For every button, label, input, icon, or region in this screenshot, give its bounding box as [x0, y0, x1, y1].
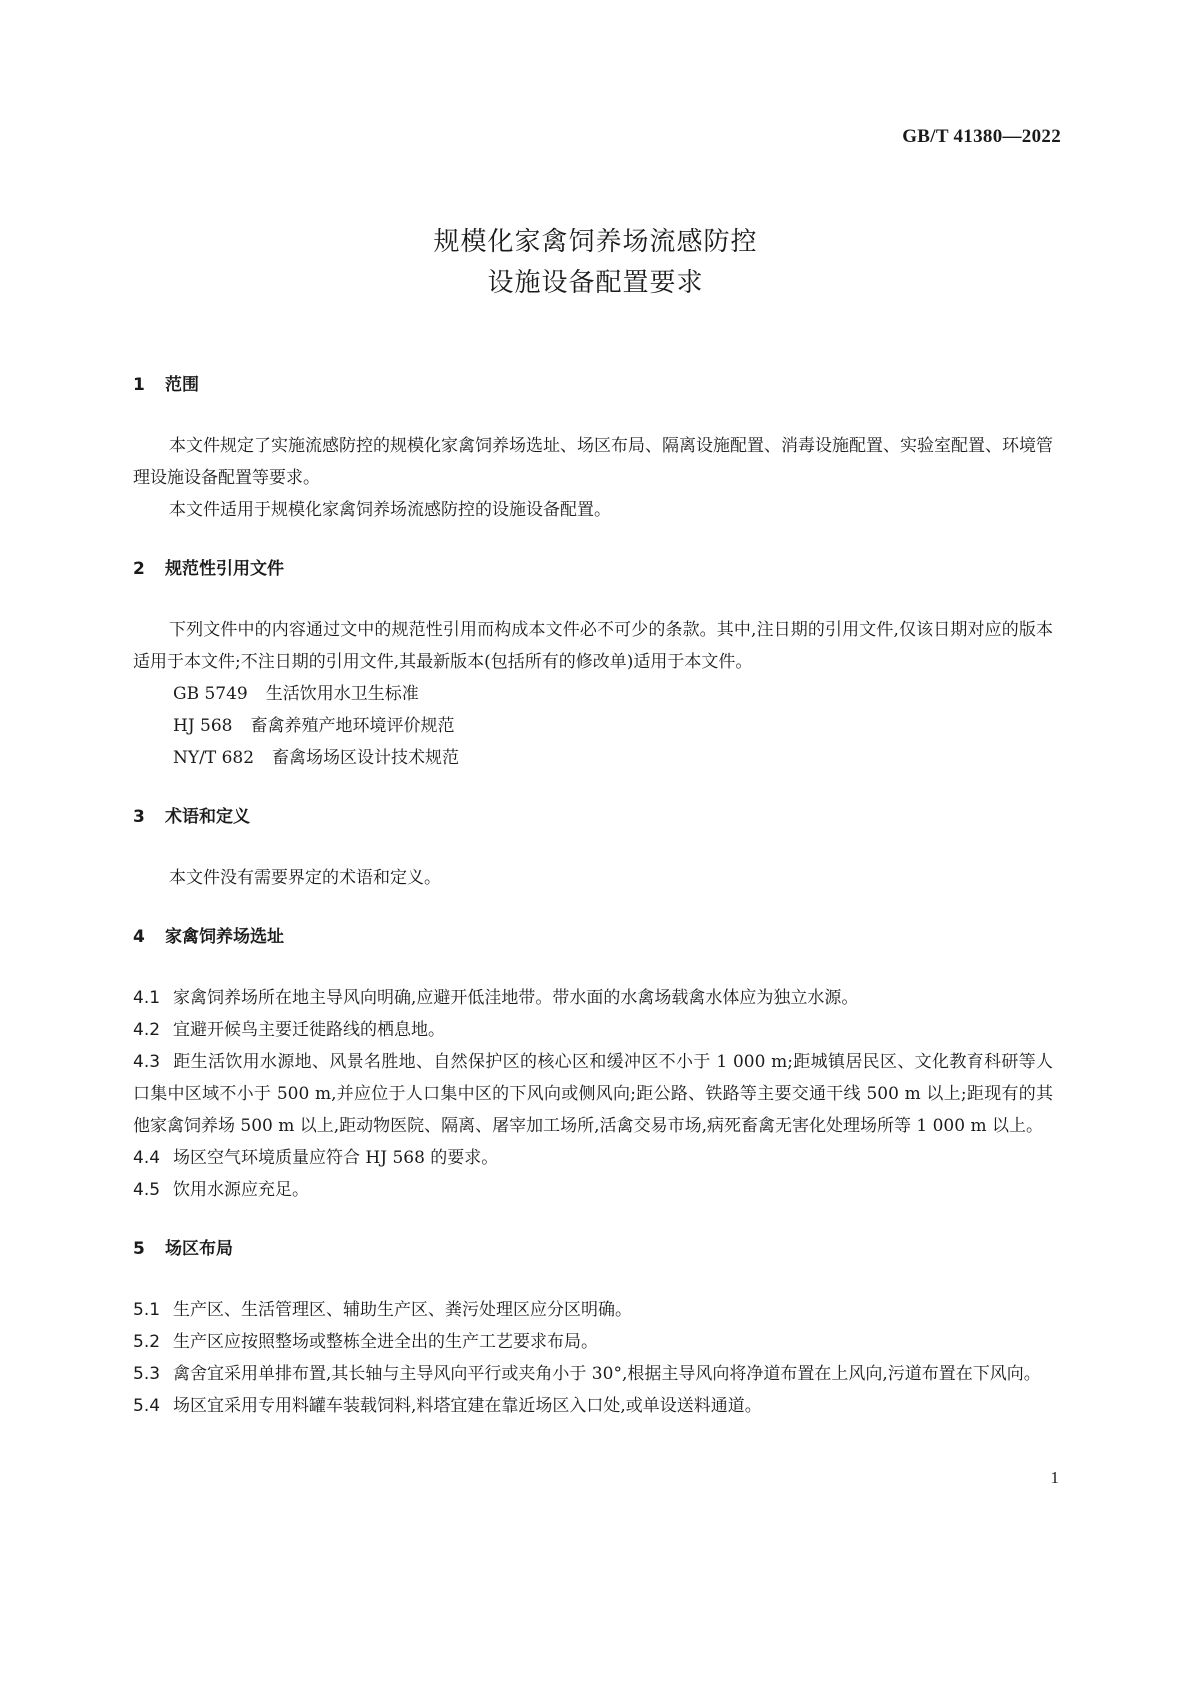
reference-title: 生活饮用水卫生标准 — [265, 684, 419, 704]
reference-item — [133, 742, 1053, 774]
clause-number: 4.2 — [133, 1020, 161, 1040]
reference-code: HJ 568 — [173, 716, 233, 736]
reference-item — [133, 710, 1053, 742]
section-2-heading — [133, 552, 1053, 586]
clause-number: 4.4 — [133, 1148, 161, 1168]
clause-text: 场区宜采用专用料罐车装载饲料,料塔宜建在靠近场区入口处,或单设送料通道。 — [173, 1396, 762, 1416]
section-number: 2 — [133, 559, 145, 579]
clause-number: 5.1 — [133, 1300, 161, 1320]
page-number: 1 — [1050, 1468, 1059, 1487]
clause — [133, 1142, 1053, 1174]
reference-title: 畜禽场场区设计技术规范 — [272, 748, 460, 768]
section-number: 4 — [133, 927, 145, 947]
clause — [133, 1390, 1053, 1422]
section-number: 3 — [133, 807, 145, 827]
section-1-paragraph-2: 本文件适用于规模化家禽饲养场流感防控的设施设备配置。 — [169, 500, 611, 520]
section-title: 规范性引用文件 — [165, 559, 284, 579]
reference-code: GB 5749 — [173, 684, 248, 704]
clause-number: 4.3 — [133, 1052, 161, 1072]
clause — [133, 1174, 1053, 1206]
clause — [133, 1014, 1053, 1046]
section-4-heading — [133, 920, 1053, 954]
section-number: 1 — [133, 375, 145, 395]
clause-number: 5.4 — [133, 1396, 161, 1416]
clause-text: 距生活饮用水源地、风景名胜地、自然保护区的核心区和缓冲区不小于 1 000 m;距城镇居民区、文化教育科研等人口集中区域不小于 500 m,并应位于人口集中区的下风向或侧风向;距公路、铁路等主要交通干线 500 m 以上;距现有的其他家禽饲养场 500 m 以上,距动物医院、隔离、屠宰加工场所,活禽交易市场,病死畜禽无害化处理场所等 1 000 m 以上。 — [133, 1052, 1053, 1136]
document-title — [0, 222, 1191, 304]
section-title: 场区布局 — [165, 1239, 233, 1259]
reference-title: 畜禽养殖产地环境评价规范 — [250, 716, 455, 736]
clause — [133, 1046, 1053, 1142]
section-3-paragraph-1: 本文件没有需要界定的术语和定义。 — [169, 868, 441, 888]
clause — [133, 1294, 1053, 1326]
clause-number: 4.5 — [133, 1180, 161, 1200]
clause-text: 生产区、生活管理区、辅助生产区、粪污处理区应分区明确。 — [173, 1300, 632, 1320]
title-line-1: 规模化家禽饲养场流感防控 — [433, 227, 758, 257]
section-2-paragraph-1: 下列文件中的内容通过文中的规范性引用而构成本文件必不可少的条款。其中,注日期的引用文件,仅该日期对应的版本适用于本文件;不注日期的引用文件,其最新版本(包括所有的修改单)适用于本文件。 — [133, 620, 1053, 672]
reference-item — [133, 678, 1053, 710]
section-title: 术语和定义 — [165, 807, 250, 827]
reference-code: NY/T 682 — [173, 748, 255, 768]
section-1-heading — [133, 368, 1053, 402]
clause — [133, 1326, 1053, 1358]
section-title: 家禽饲养场选址 — [165, 927, 284, 947]
standard-code: GB/T 41380—2022 — [902, 126, 1061, 147]
section-1-paragraph-1: 本文件规定了实施流感防控的规模化家禽饲养场选址、场区布局、隔离设施配置、消毒设施配置、实验室配置、环境管理设施设备配置等要求。 — [133, 436, 1053, 488]
section-3-heading — [133, 800, 1053, 834]
clause-text: 宜避开候鸟主要迁徙路线的栖息地。 — [173, 1020, 445, 1040]
clause-number: 4.1 — [133, 988, 161, 1008]
clause — [133, 982, 1053, 1014]
section-5-heading — [133, 1232, 1053, 1266]
clause — [133, 1358, 1053, 1390]
clause-text: 家禽饲养场所在地主导风向明确,应避开低洼地带。带水面的水禽场载禽水体应为独立水源。 — [173, 988, 859, 1008]
title-line-2: 设施设备配置要求 — [487, 268, 704, 298]
clause-number: 5.2 — [133, 1332, 161, 1352]
clause-text: 生产区应按照整场或整栋全进全出的生产工艺要求布局。 — [173, 1332, 598, 1352]
clause-text: 饮用水源应充足。 — [173, 1180, 309, 1200]
clause-text: 场区空气环境质量应符合 HJ 568 的要求。 — [173, 1148, 499, 1168]
document-body — [133, 368, 1053, 1422]
clause-text: 禽舍宜采用单排布置,其长轴与主导风向平行或夹角小于 30°,根据主导风向将净道布置在上风向,污道布置在下风向。 — [173, 1364, 1041, 1384]
section-title: 范围 — [165, 375, 199, 395]
clause-number: 5.3 — [133, 1364, 161, 1384]
section-number: 5 — [133, 1239, 145, 1259]
